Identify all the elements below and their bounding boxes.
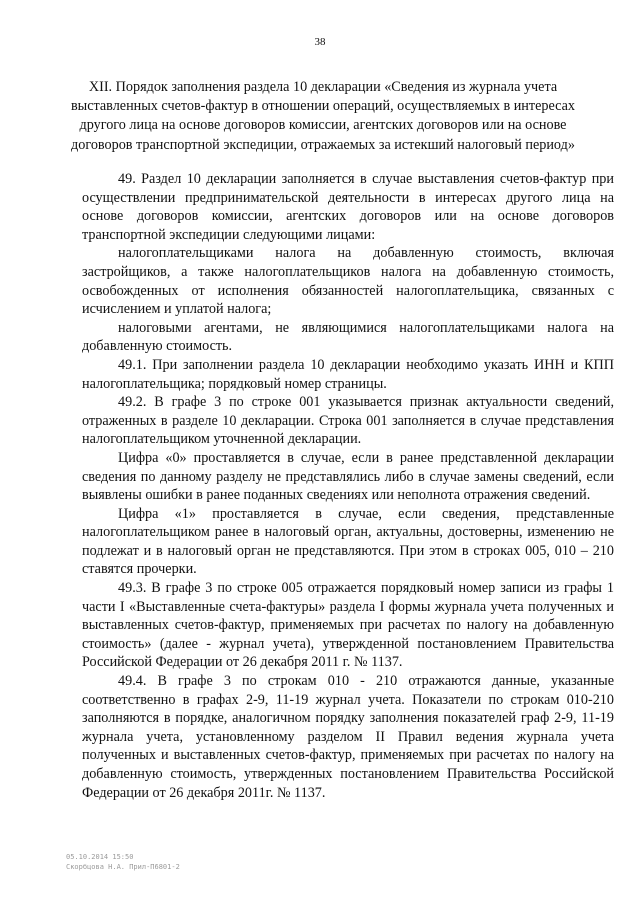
document-body (82, 170, 614, 802)
footer-author: Скорбцова Н.А. Прил-П6801-2 (66, 863, 180, 871)
section-title: XII. Порядок заполнения раздела 10 декларации «Сведения из журнала учета выставленных счетов-фактур в отношении операций, осуществляемых в интересах другого лица на основе договоров комиссии, агентских договоров или на основе договоров транспортной экспедиции, отражаемых за истекший налоговый период» (70, 79, 576, 153)
page-number: 38 (314, 36, 326, 48)
paragraph-49-taxpayers: налогоплательщиками налога на добавленную стоимость, включая застройщиков, а также налогоплательщиков налога на добавленную стоимость, освобожденных от исполнения обязанностей налогоплательщика, связанных с исчислением и уплатой налога; (82, 245, 614, 318)
paragraph-49-2-digit-1: Цифра «1» проставляется в случае, если сведения, представленные налогоплательщиком ранее в налоговый орган, актуальны, достоверны, изменению не подлежат и в налоговый орган не представляются. При этом в строках 005, 010 – 210 ставятся прочерки. (82, 505, 614, 578)
paragraph-49-agents: налоговыми агентами, не являющимися налогоплательщиками налога на добавленную стоимость. (82, 319, 614, 355)
paragraph-49-4: 49.4. В графе 3 по строкам 010 - 210 отражаются данные, указанные соответственно в графах 2-9, 11-19 журнал учета. Показатели по строкам 010-210 заполняются в порядке, аналогичном порядку заполнения показателей граф 2-9, 11-19 журнала учета, установленному разделом II Правил ведения журнала учета полученных и выставленных счетов-фактур, применяемых при расчетах по налогу на добавленную стоимость, утвержденных постановлением Правительства Российской Федерации от 26 декабря 2011г. № 1137. (82, 673, 614, 801)
paragraph-49-2: 49.2. В графе 3 по строке 001 указывается признак актуальности сведений, отраженных в разделе 10 декларации. Строка 001 заполняется в случае представления налогоплательщиком уточненной декларации. (82, 394, 614, 448)
paragraph-49-2-digit-0: Цифра «0» проставляется в случае, если в ранее представленной декларации сведения по данному разделу не представлялись либо в случае замены сведений, если выявлены ошибки в ранее поданных сведениях или неполнота отражения сведений. (82, 449, 614, 504)
paragraph-49: 49. Раздел 10 декларации заполняется в случае выставления счетов-фактур при осуществлении предпринимательской деятельности в интересах другого лица на основе договоров комиссии, агентских договоров или на основе договоров транспортной экспедиции следующими лицами: (82, 171, 614, 243)
footer-timestamp: 05.10.2014 15:50 (66, 853, 134, 861)
paragraph-49-3: 49.3. В графе 3 по строке 005 отражается порядковый номер записи из графы 1 части I «Выставленные счета-фактуры» раздела I формы журнала учета полученных и выставленных счетов-фактур, применяемых при расчетах по налогу на добавленную стоимость» (далее - журнал учета), утвержденной постановлением Правительства Российской Федерации от 26 декабря 2011 г. № 1137. (82, 580, 614, 671)
paragraph-49-1: 49.1. При заполнении раздела 10 декларации необходимо указать ИНН и КПП налогоплательщика; порядковый номер страницы. (82, 356, 614, 392)
